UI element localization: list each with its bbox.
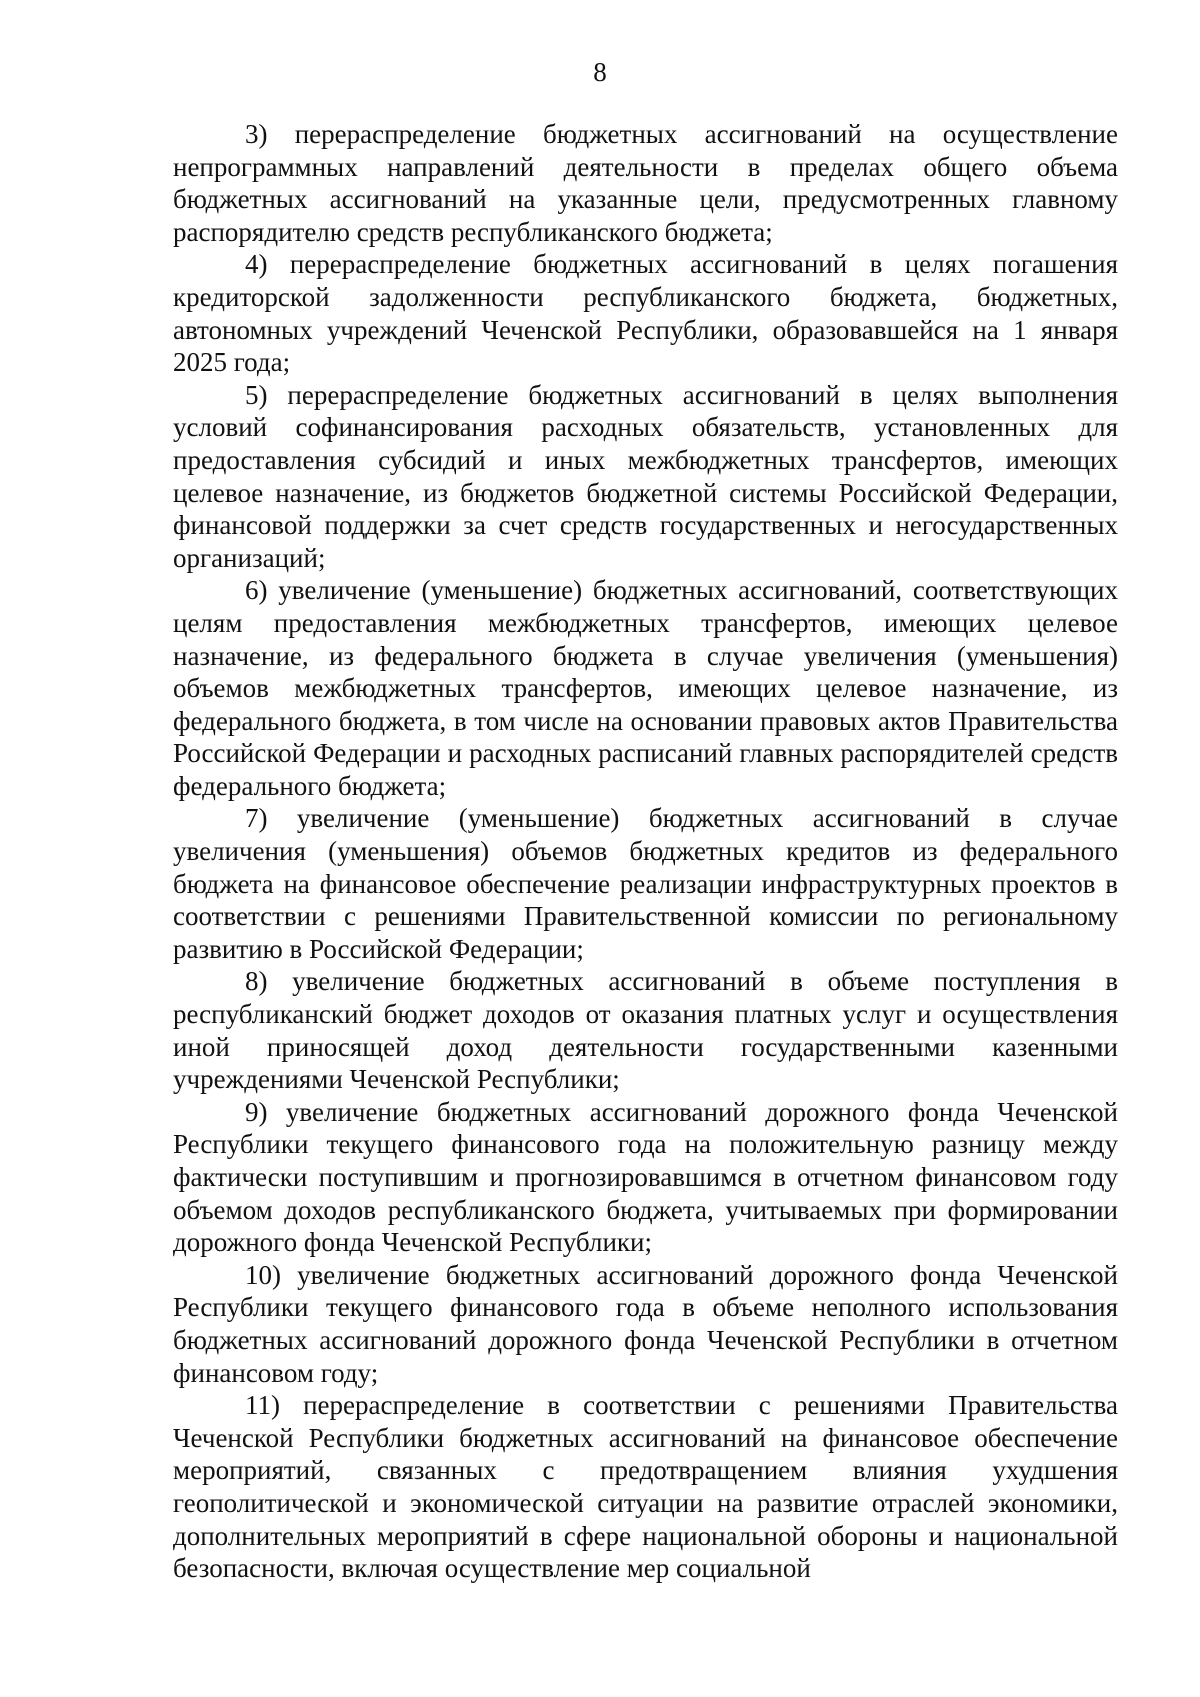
paragraph-item-6: 6) увеличение (уменьшение) бюджетных ассигнований, соответствующих целям предоставления межбюджетных трансфертов, имеющих целевое назначение, из федерального бюджета в случае увеличения (уменьшения) объемов межбюджетных трансфертов, имеющих целевое назначение, из федерального бюджета, в том числе на основании правовых актов Правительства Российской Федерации и расходных расписаний главных распорядителей средств федерального бюджета; xyxy=(173,575,1118,801)
paragraph-item-4: 4) перераспределение бюджетных ассигнований в целях погашения кредиторской задолженности республиканского бюджета, бюджетных, автономных учреждений Чеченской Республики, образовавшейся на 1 января 2025 года; xyxy=(173,249,1118,378)
paragraph-item-10: 10) увеличение бюджетных ассигнований дорожного фонда Чеченской Республики текущего финансового года в объеме неполного использования бюджетных ассигнований дорожного фонда Чеченской Республики в отчетном финансовом году; xyxy=(173,1259,1118,1388)
paragraph-item-3: 3) перераспределение бюджетных ассигнований на осуществление непрограммных направлений деятельности в пределах общего объема бюджетных ассигнований на указанные цели, предусмотренных главному распорядителю средств республиканского бюджета; xyxy=(173,119,1118,247)
paragraph-item-5: 5) перераспределение бюджетных ассигнований в целях выполнения условий софинансирования расходных обязательств, установленных для предоставления субсидий и иных межбюджетных трансфертов, имеющих целевое назначение, из бюджетов бюджетной системы Российской Федерации, финансовой поддержки за счет средств государственных и негосударственных организаций; xyxy=(173,379,1118,573)
page-number: 8 xyxy=(593,57,607,87)
paragraph-item-8: 8) увеличение бюджетных ассигнований в объеме поступления в республиканский бюджет доходов от оказания платных услуг и осуществления иной приносящей доход деятельности государственными казенными учреждениями Чеченской Республики; xyxy=(173,966,1118,1095)
paragraph-item-7: 7) увеличение (уменьшение) бюджетных ассигнований в случае увеличения (уменьшения) объемов бюджетных кредитов из федерального бюджета на финансовое обеспечение реализации инфраструктурных проектов в соответствии с решениями Правительственной комиссии по региональному развитию в Российской Федерации; xyxy=(173,803,1118,964)
paragraph-item-9: 9) увеличение бюджетных ассигнований дорожного фонда Чеченской Республики текущего финансового года на положительную разницу между фактически поступившим и прогнозировавшимся в отчетном финансовом году объемом доходов республиканского бюджета, учитываемых при формировании дорожного фонда Чеченской Республики; xyxy=(173,1096,1118,1258)
paragraph-item-11: 11) перераспределение в соответствии с решениями Правительства Чеченской Республики бюджетных ассигнований на финансовое обеспечение мероприятий, связанных с предотвращением влияния ухудшения геополитической и экономической ситуации на развитие отраслей экономики, дополнительных мероприятий в сфере национальной обороны и национальной безопасности, включая осуществление мер социальной xyxy=(173,1390,1118,1584)
document-body xyxy=(173,118,1118,1585)
